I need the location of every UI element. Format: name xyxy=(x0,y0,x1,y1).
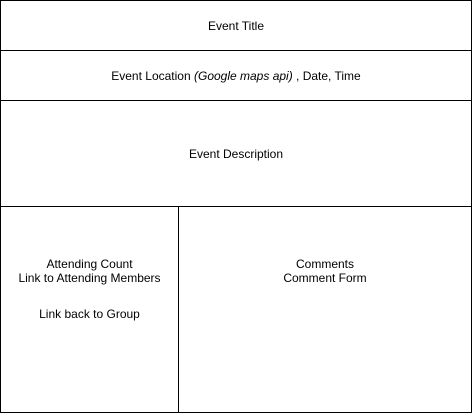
comment-form-label: Comment Form xyxy=(283,271,367,285)
event-location-suffix: , Date, Time xyxy=(292,68,361,83)
comments-box xyxy=(178,206,472,413)
attending-members-link: Link to Attending Members xyxy=(18,271,161,285)
attending-count-label: Attending Count xyxy=(46,257,133,271)
comments-label: Comments xyxy=(295,257,354,271)
event-location-note: (Google maps api) xyxy=(193,68,293,83)
event-description-box xyxy=(0,100,472,207)
attending-box xyxy=(0,206,179,413)
group-link: Link back to Group xyxy=(39,307,140,321)
event-title-box xyxy=(0,0,472,51)
event-location-prefix: Event Location xyxy=(111,68,194,83)
event-location-box xyxy=(0,50,472,101)
event-title-label: Event Title xyxy=(207,18,265,33)
event-description-label: Event Description xyxy=(188,146,284,161)
event-location-label xyxy=(111,69,360,83)
